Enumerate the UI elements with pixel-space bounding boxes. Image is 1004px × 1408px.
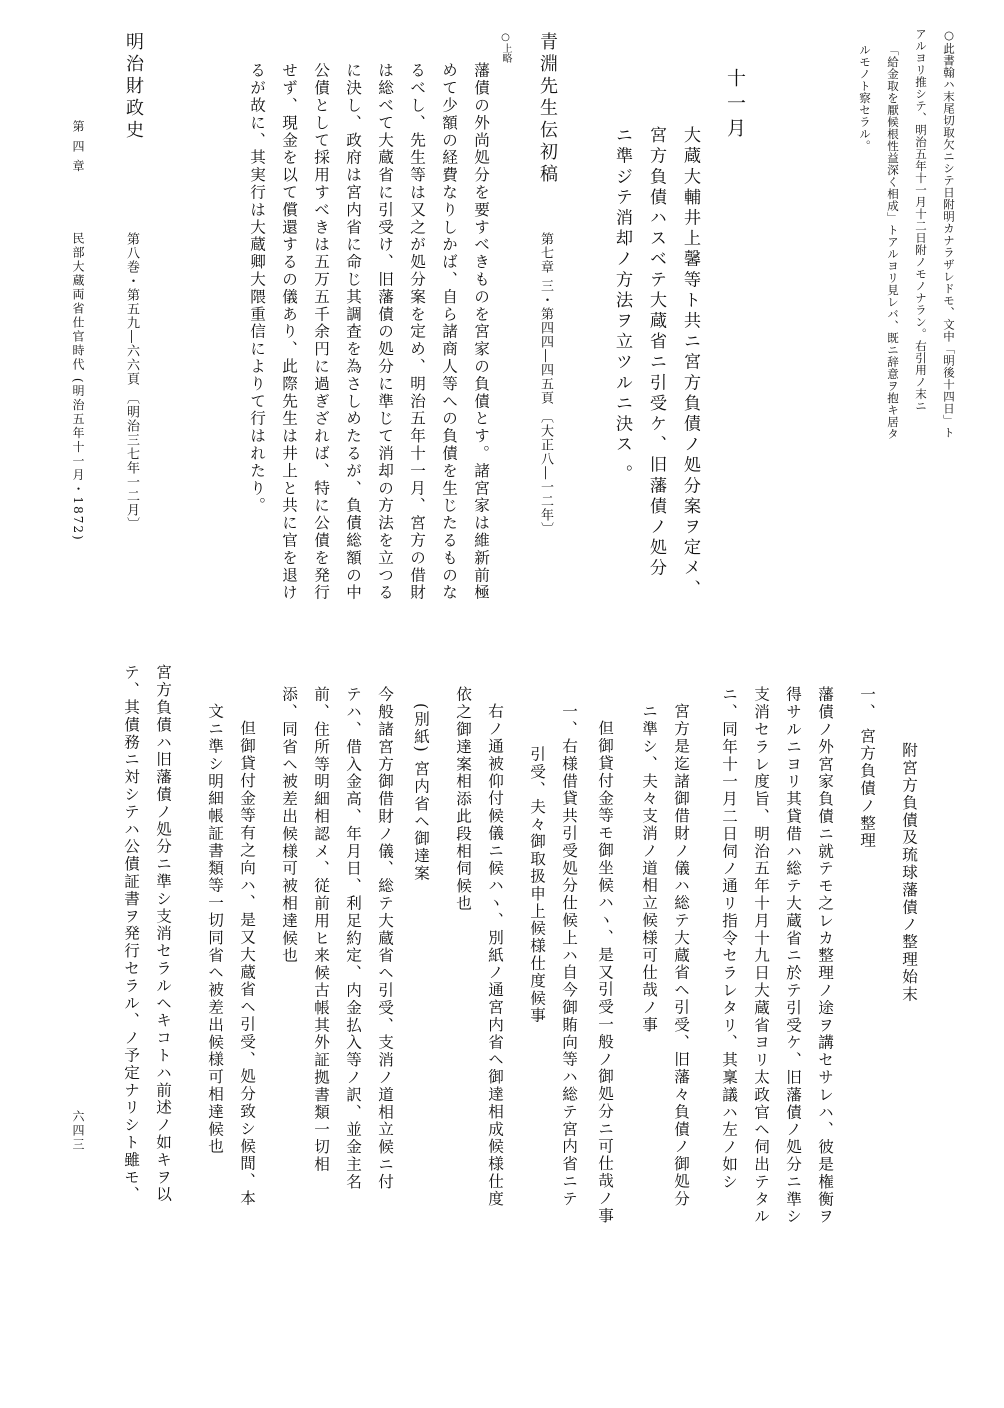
omission-mark: ○上略	[500, 32, 511, 63]
quote-line: るが故に、其実行は大蔵卿大隈重信によりて行はれたり。	[248, 62, 266, 515]
text-line: 今般諸宮方御借財ノ儀、総テ大蔵省ヘ引受、支消ノ道相立候ニ付	[376, 686, 394, 1191]
text-line: (別紙) 宮内省ヘ御達案	[412, 703, 430, 883]
text-line: 得サルニヨリ其貸借ハ総テ大蔵省ニ於テ引受ケ、旧藩債ノ処分ニ準シ	[784, 686, 802, 1226]
note-line: アルヨリ推シテ、明治五年十一月十二日附ノモノナラン。右引用ノ末ニ	[914, 28, 928, 412]
chapter-label: 第 四 章	[71, 120, 85, 174]
quote-line: めて少額の経費なりしかば、自ら諸商人等への負債を生じたるものな	[440, 62, 458, 602]
entry-line: ニ準ジテ消却ノ方法ヲ立ツルニ決ス 。	[612, 126, 632, 486]
text-line: 添、同省ヘ被差出候様可被相達候也	[280, 686, 298, 965]
note-line: 「給金取を厭候根性益深く相成」トアルヨリ見レバ、既ニ辞意ヲ抱キ居タ	[886, 44, 900, 440]
source-reference: 第八巻・第五九―六六頁 〔明治三七年一二月〕	[124, 232, 139, 532]
text-line: ニ、同年十一月二日伺ノ通リ指令セラレタリ、其稟議ハ左ノ如シ	[720, 686, 738, 1191]
text-line: 藩債ノ外宮家負債ニ就テモ之レカ整理ノ途ヲ講セサレハ、彼是権衡ヲ	[816, 686, 834, 1226]
text-line: 引受、夫々御取扱申上候様仕度候事	[528, 746, 546, 1025]
entry-line: 大蔵大輔井上馨等ト共ニ宮方負債ノ処分案ヲ定メ、	[680, 126, 700, 600]
note-line: ルモノト察セラル。	[858, 44, 872, 152]
text-line: テハ、借入金高、年月日、利足約定、内金払入等ノ訳、並金主名	[344, 686, 362, 1191]
text-line: テ、其債務ニ対シテハ公債証書ヲ発行セラル、ノ予定ナリシト雖モ、	[122, 664, 140, 1204]
text-line: 宮方是迄諸御借財ノ儀ハ総テ大蔵省ヘ引受、旧藩々負債ノ御処分	[672, 703, 690, 1208]
quote-line: 藩債の外尚処分を要すべきものを宮家の負債とす。諸宮家は維新前極	[472, 62, 490, 602]
text-line: 但御貸付金等モ御坐候ハヽ、是又引受一般ノ御処分ニ可仕哉ノ事	[596, 720, 614, 1225]
chapter-title: 民部大蔵両省仕官時代 (明治五年十一月・1872)	[71, 232, 85, 542]
quote-line: るべし、先生等は又之が処分案を定め、明治五年十一月、宮方の借財	[408, 62, 426, 602]
text-line: 右ノ通被仰付候儀ニ候ハヽ、別紙ノ通宮内省ヘ御達相成候様仕度	[486, 703, 504, 1208]
month-heading: 十一月	[724, 68, 746, 143]
text-line: 一、右様借貸共引受処分仕候上ハ自今御賄向等ハ総テ宮内省ニテ	[560, 703, 578, 1208]
text-line: ニ準シ、夫々支消ノ道相立候様可仕哉ノ事	[640, 703, 658, 1034]
section-heading: 一、 宮方負債ノ整理	[858, 686, 876, 850]
section-title: 附宮方負債及琉球藩債ノ整理始末	[900, 742, 918, 1003]
source-title: 明治財政史	[123, 32, 144, 142]
source-title: 青淵先生伝初稿	[537, 32, 558, 186]
source-reference: 第七章 三・第四四―四五頁 〔大正八―一二年〕	[538, 232, 553, 537]
page-number: 六四三	[71, 1110, 85, 1152]
note-line: ○此書翰ハ末尾切取欠ニシテ日附明カナラザレドモ、文中「明後十四日」ト	[942, 28, 956, 439]
text-line: 宮方負債ハ旧藩債ノ処分ニ準シ支消セラルヘキコトハ前述ノ如キヲ以	[154, 664, 172, 1204]
entry-line: 宮方負債ハスベテ大蔵省ニ引受ケ、旧藩債ノ処分	[646, 126, 666, 580]
text-line: 但御貸付金等有之向ハ、是又大蔵省ヘ引受、処分致シ候間、本	[238, 720, 256, 1208]
quote-line: 公債として採用すべきは五万五千余円に過ぎざれば、特に公債を発行	[312, 62, 330, 602]
quote-line: は総べて大蔵省に引受け、旧藩債の処分に準じて消却の方法を立つる	[376, 62, 394, 602]
text-line: 依之御達案相添此段相伺候也	[454, 686, 472, 913]
quote-line: せず、現金を以て償還するの儀あり、此際先生は井上と共に官を退け	[280, 62, 298, 602]
text-line: 前、住所等明細相認メ、従前用ヒ来候古帳其外証拠書類一切相	[312, 686, 330, 1174]
text-line: 文ニ準シ明細帳証書類等一切同省ヘ被差出候様可相達候也	[206, 703, 224, 1156]
text-line: 支消セラレ度旨、明治五年十月十九日大蔵省ヨリ太政官ヘ伺出テタル	[752, 686, 770, 1226]
quote-line: に決し、政府は宮内省に命じ其調査を為さしめたるが、負債総額の中	[344, 62, 362, 602]
